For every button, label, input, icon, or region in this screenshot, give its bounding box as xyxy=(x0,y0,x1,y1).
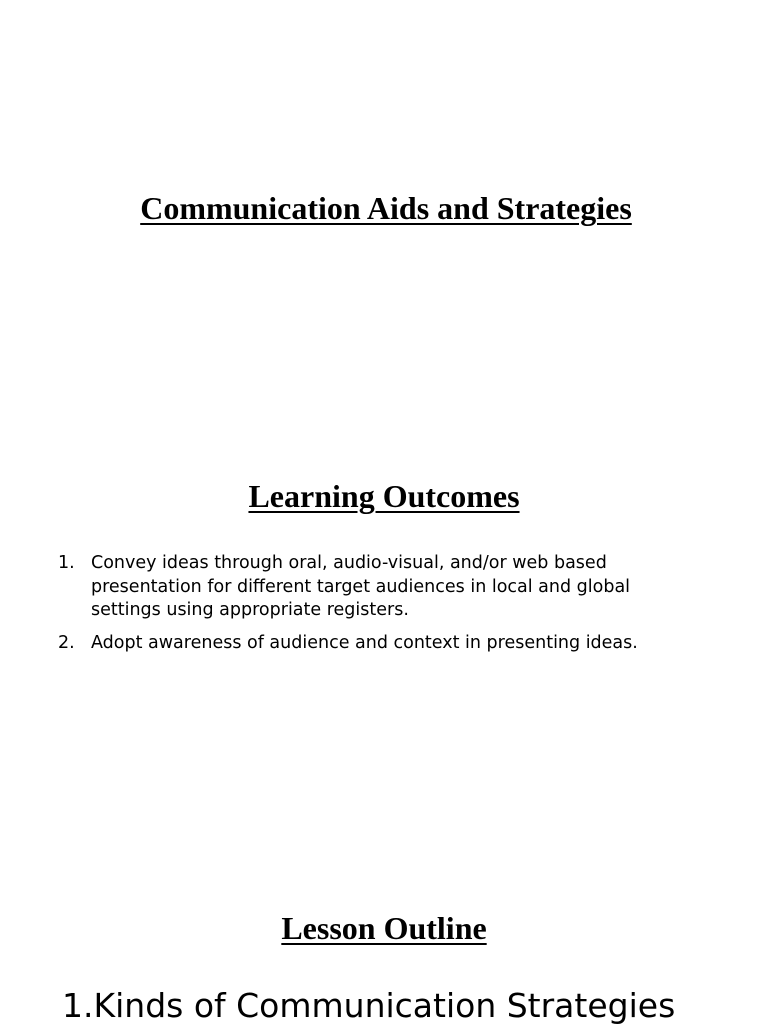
document-title: Communication Aids and Strategies xyxy=(140,190,632,226)
learning-outcome-text: Adopt awareness of audience and context in presenting ideas. xyxy=(91,632,638,653)
list-number: 2. xyxy=(58,632,75,653)
lesson-outline-item: 1.Kinds of Communication Strategies xyxy=(62,986,676,1025)
learning-outcome-item xyxy=(58,552,668,623)
learning-outcome-item xyxy=(58,632,668,656)
learning-outcomes-list xyxy=(58,552,668,664)
list-number: 1. xyxy=(58,553,75,573)
learning-outcome-text: Convey ideas through oral, audio-visual, and/or web based presentation for different target audiences in local and global settings using appropriate registers. xyxy=(91,553,631,620)
lesson-outline-heading: Lesson Outline xyxy=(281,910,487,946)
learning-outcomes-heading: Learning Outcomes xyxy=(248,478,520,514)
